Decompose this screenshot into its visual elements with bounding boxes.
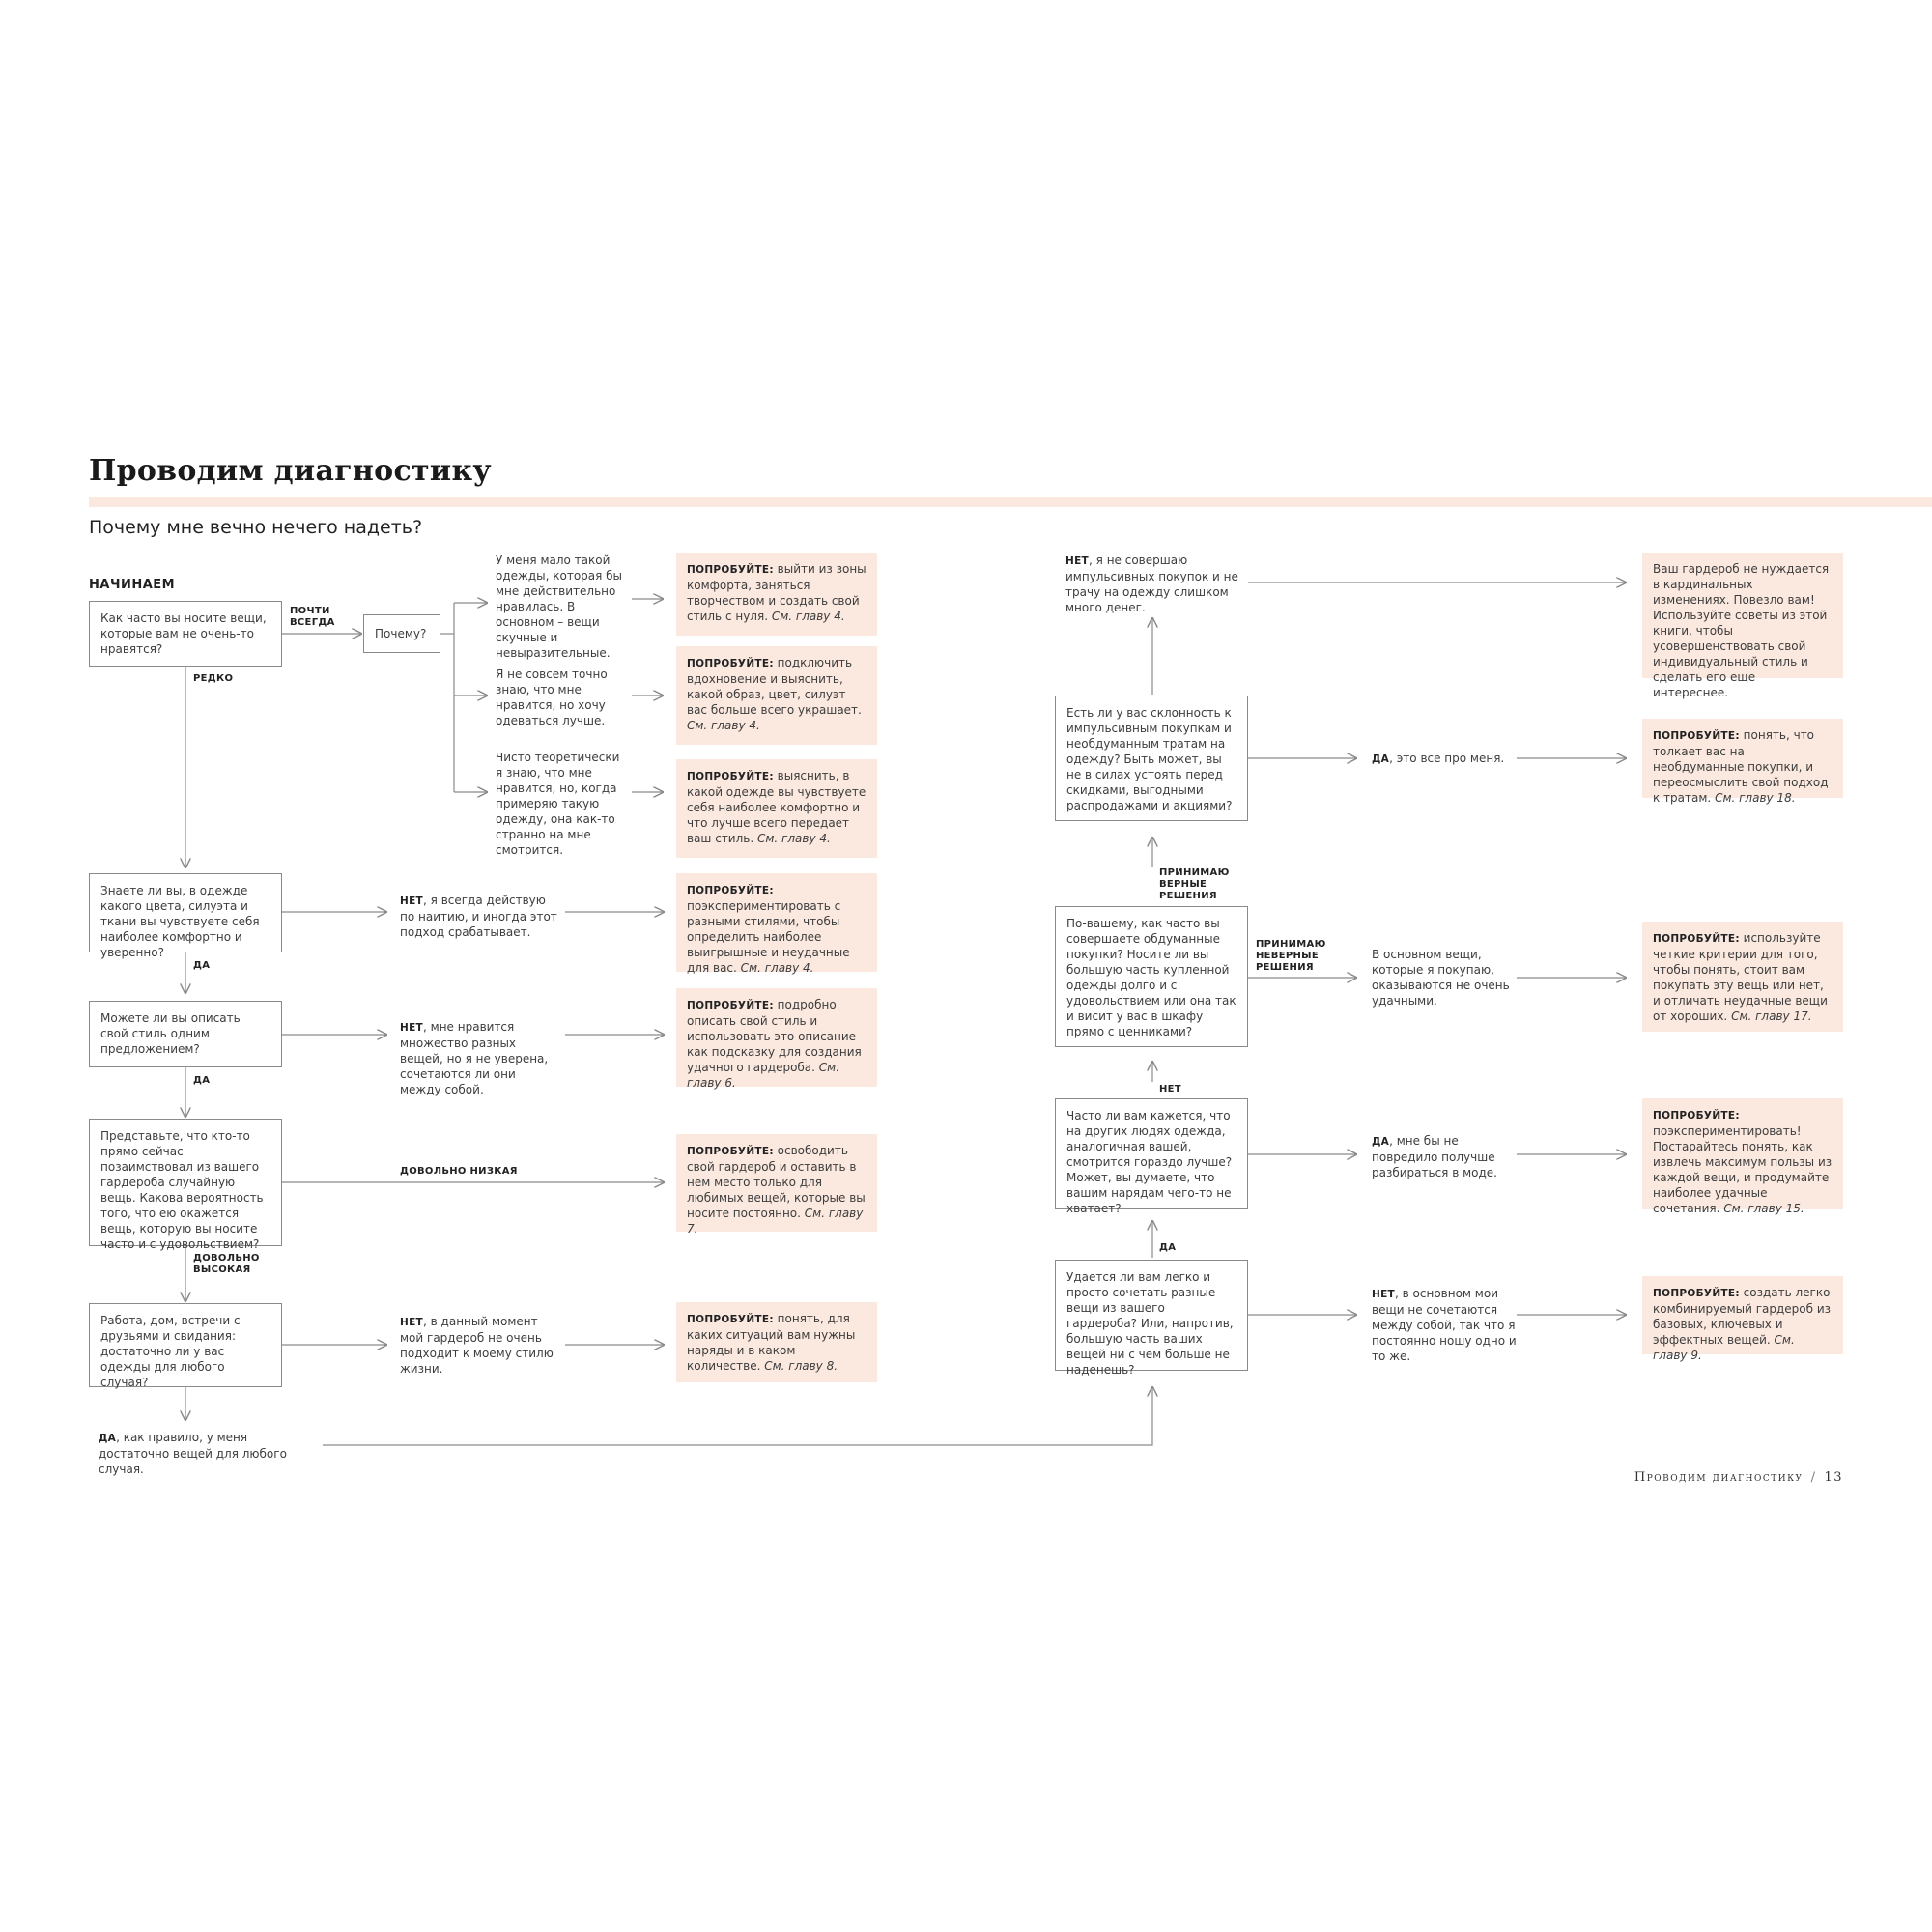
question-others-look-better-box: Часто ли вам кажется, что на других людях одежда, аналогичная вашей, смотрится гораздо лучше? Может, вы думаете, что вашим нарядам чего-то не хватает? <box>1055 1098 1248 1209</box>
tip-chapter-ref: См. главу 8. <box>764 1359 838 1373</box>
tip-text: подробно описать свой стиль и использовать это описание как подсказку для создания удачного гардероба. <box>687 998 862 1074</box>
tip-inspiration <box>676 646 877 745</box>
tip-text: выяснить, в какой одежде вы чувствуете себя наиболее комфортно и что лучше всего передает ваш стиль. <box>687 769 867 845</box>
page-footer <box>1634 1470 1843 1485</box>
tip-label: ПОПРОБУЙТЕ: <box>687 1146 774 1157</box>
question-thoughtful-purchases-box: По-вашему, как часто вы совершаете обдуманные покупки? Носите ли вы большую часть купленной одежды долго и с удовольствием или она так и висит у вас в шкафу прямо с ценниками? <box>1055 906 1248 1047</box>
footer-separator: / <box>1810 1470 1817 1485</box>
label-yes: ДА <box>193 1075 211 1086</box>
question-clothes-for-any-occasion-box: Работа, дом, встречи с друзьями и свидания: достаточно ли у вас одежды для любого случая? <box>89 1303 282 1387</box>
tip-text: понять, что толкает вас на необдуманные покупки, и переосмыслить свой подход к тратам. <box>1653 728 1829 805</box>
answer-no-impulse-buying <box>1065 553 1239 615</box>
answer-text: , мне бы не повредило получше разбираться в моде. <box>1372 1134 1497 1179</box>
label-rather-high: ДОВОЛЬНО ВЫСОКАЯ <box>193 1253 260 1275</box>
answer-yes-label: ДА <box>1372 1136 1390 1148</box>
tip-label: ПОПРОБУЙТЕ: <box>687 1000 774 1011</box>
tip-comfort-zone <box>676 553 877 636</box>
tip-chapter-ref: См. главу 18. <box>1715 791 1796 805</box>
tip-label: ПОПРОБУЙТЕ: <box>1653 933 1740 945</box>
tip-chapter-ref: См. главу 17. <box>1731 1009 1812 1023</box>
tip-label: ПОПРОБУЙТЕ: <box>687 885 774 896</box>
tip-label: ПОПРОБУЙТЕ: <box>1653 730 1740 742</box>
tip-chapter-ref: См. главу 7. <box>687 1207 864 1236</box>
tip-label: ПОПРОБУЙТЕ: <box>687 658 774 669</box>
tip-label: ПОПРОБУЙТЕ: <box>687 1314 774 1325</box>
tip-text: поэкспериментировать! Постарайтесь понять, как извлечь максимум пользы из каждой вещи, и продумайте наиболее удачные сочетания. <box>1653 1124 1833 1215</box>
tip-text: создать легко комбинируемый гардероб из базовых, ключевых и эффектных вещей. <box>1653 1286 1832 1347</box>
tip-situations <box>676 1302 877 1382</box>
question-combine-items-box: Удается ли вам легко и просто сочетать разные вещи из вашего гардероба? Или, напротив, большую часть ваших вещей ни с чем больше не наденешь? <box>1055 1260 1248 1371</box>
question-describe-style-box: Можете ли вы описать свой стиль одним предложением? <box>89 1001 282 1067</box>
page-title: Проводим диагностику <box>89 454 492 488</box>
tip-free-wardrobe <box>676 1134 877 1236</box>
tip-chapter-ref: См. главу 9. <box>1653 1333 1795 1362</box>
tip-label: ПОПРОБУЙТЕ: <box>687 771 774 782</box>
label-rarely: РЕДКО <box>193 673 234 684</box>
tip-label: ПОПРОБУЙТЕ: <box>687 564 774 576</box>
title-band <box>89 497 1932 507</box>
answer-no-label: НЕТ <box>400 895 424 907</box>
answer-text: , в основном мои вещи не сочетаются между собой, так что я постоянно ношу одно и то же. <box>1372 1287 1517 1363</box>
answer-no-label: НЕТ <box>400 1317 424 1328</box>
answer-act-on-instinct <box>400 893 560 940</box>
tip-experiment-combinations <box>1642 1098 1843 1215</box>
label-rather-low: ДОВОЛЬНО НИЗКАЯ <box>400 1166 518 1177</box>
answer-text: , как правило, у меня достаточно вещей для любого случая. <box>99 1431 287 1476</box>
tip-comfort-clothes <box>676 759 877 858</box>
label-yes: ДА <box>193 960 211 971</box>
answer-text: , это все про меня. <box>1389 752 1505 765</box>
tip-text: поэкспериментировать с разными стилями, чтобы определить наиболее выигрышные и неудачные для вас. <box>687 899 850 975</box>
answer-no-label: НЕТ <box>1065 555 1090 567</box>
label-yes: ДА <box>1159 1242 1177 1253</box>
answer-items-dont-combine <box>1372 1286 1517 1364</box>
answer-yes-label: ДА <box>99 1433 117 1444</box>
answer-text: , я всегда действую по наитию, и иногда этот подход срабатывает. <box>400 894 557 939</box>
why-box: Почему? <box>363 614 440 653</box>
answer-yes-thats-me <box>1372 751 1517 767</box>
footer-section-title: Проводим диагностику <box>1634 1470 1804 1485</box>
tip-text: используйте четкие критерии для того, чтобы понять, стоит вам покупать эту вещь или нет, и отличать неудачные вещи от хороших. <box>1653 931 1828 1023</box>
label-right-decisions: ПРИНИМАЮ ВЕРНЫЕ РЕШЕНИЯ <box>1159 867 1230 901</box>
question-impulse-buying-box: Есть ли у вас склонность к импульсивным покупкам и необдуманным тратам на одежду? Быть может, вы не в силах устоять перед скидками, выгодными распродажами и акциями? <box>1055 696 1248 821</box>
answer-yes-label: ДА <box>1372 753 1390 765</box>
tip-capsule-wardrobe <box>1642 1276 1843 1362</box>
tip-chapter-ref: См. главу 4. <box>740 961 814 975</box>
answer-text: , в данный момент мой гардероб не очень подходит к моему стилю жизни. <box>400 1315 554 1376</box>
tip-text: выйти из зоны комфорта, заняться творчеством и создать свой стиль с нуля. <box>687 562 867 623</box>
question-random-item-box: Представьте, что кто-то прямо сейчас позаимствовал из вашего гардероба случайную вещь. Какова вероятность того, что ею окажется вещь, которую вы носите часто и с удовольствием? <box>89 1119 282 1246</box>
label-no: НЕТ <box>1159 1084 1181 1094</box>
answer-purchases-unsuccessful: В основном вещи, которые я покупаю, оказываются не очень удачными. <box>1372 948 1510 1008</box>
tip-chapter-ref: См. главу 15. <box>1723 1202 1804 1215</box>
tip-text: понять, для каких ситуаций вам нужны наряды и в каком количестве. <box>687 1312 856 1373</box>
answer-wardrobe-not-matching-lifestyle <box>400 1314 560 1377</box>
reason-looks-strange: Чисто теоретически я знаю, что мне нравится, но, когда примеряю такую одежду, она как-то странно на мне смотрится. <box>496 751 620 857</box>
question-colors-silhouette-box: Знаете ли вы, в одежде какого цвета, силуэта и ткани вы чувствуете себя наиболее комфортно и уверенно? <box>89 873 282 952</box>
answer-enough-for-any-occasion <box>99 1430 321 1477</box>
tip-purchase-criteria <box>1642 922 1843 1032</box>
label-wrong-decisions: ПРИНИМАЮ НЕВЕРНЫЕ РЕШЕНИЯ <box>1256 939 1326 973</box>
answer-text: , мне нравится множество разных вещей, но я не уверена, сочетаются ли они между собой. <box>400 1020 549 1096</box>
tip-label: ПОПРОБУЙТЕ: <box>1653 1110 1740 1122</box>
question-wear-disliked-box: Как часто вы носите вещи, которые вам не очень-то нравятся? <box>89 601 282 667</box>
page-number: 13 <box>1824 1470 1843 1485</box>
answer-no-label: НЕТ <box>1372 1289 1396 1300</box>
tip-chapter-ref: См. главу 6. <box>687 1061 840 1090</box>
page-subtitle: Почему мне вечно нечего надеть? <box>89 517 423 538</box>
tip-impulse-spending <box>1642 719 1843 805</box>
tip-chapter-ref: См. главу 4. <box>771 610 845 623</box>
tip-text: подключить вдохновение и выяснить, какой образ, цвет, силуэт вас больше всего украшает. <box>687 656 862 717</box>
reason-few-liked-items: У меня мало такой одежды, которая бы мне действительно нравилась. В основном – вещи скучные и невыразительные. <box>496 554 623 660</box>
answer-text: , я не совершаю импульсивных покупок и не трачу на одежду слишком много денег. <box>1065 554 1238 614</box>
answer-learn-fashion <box>1372 1133 1517 1180</box>
tip-chapter-ref: См. главу 4. <box>687 719 760 732</box>
tip-text: освободить свой гардероб и оставить в нем место только для любимых вещей, которые вы носите постоянно. <box>687 1144 866 1220</box>
tip-label: ПОПРОБУЙТЕ: <box>1653 1288 1740 1299</box>
reason-unsure-what-i-like: Я не совсем точно знаю, что мне нравится, но хочу одеваться лучше. <box>496 668 608 727</box>
tip-chapter-ref: См. главу 4. <box>756 832 831 845</box>
answer-no-label: НЕТ <box>400 1022 424 1034</box>
answer-like-many-things <box>400 1019 560 1097</box>
final-result-wardrobe-fine: Ваш гардероб не нуждается в кардинальных изменениях. Повезло вам! Используйте советы из этой книги, чтобы усовершенствовать свой индивидуальный стиль и сделать его еще интереснее. <box>1642 553 1843 678</box>
label-almost-always: ПОЧТИ ВСЕГДА <box>290 606 335 628</box>
start-label: НАЧИНАЕМ <box>89 578 176 592</box>
tip-describe-style <box>676 988 877 1090</box>
tip-experiment-styles <box>676 873 877 975</box>
